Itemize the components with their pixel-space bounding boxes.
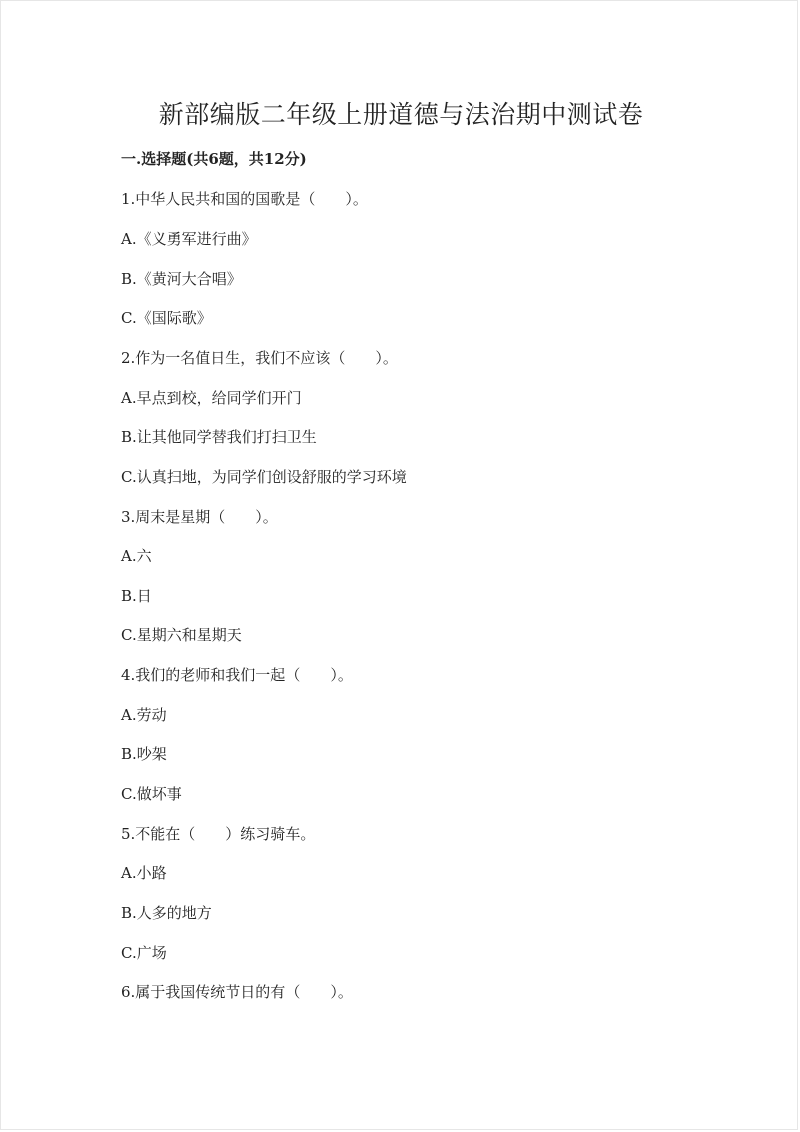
question-5-option-b: B.人多的地方	[121, 904, 212, 922]
question-2-option-a: A.早点到校，给同学们开门	[121, 389, 302, 407]
question-1-option-c: C.《国际歌》	[121, 309, 212, 327]
question-3-option-c: C.星期六和星期天	[121, 626, 242, 644]
question-4-option-b: B.吵架	[121, 745, 167, 763]
question-5-option-c: C.广场	[121, 944, 167, 962]
section-heading: 一.选择题(共6题，共12分)	[121, 150, 307, 168]
question-4-stem: 4.我们的老师和我们一起（ ）。	[121, 666, 353, 684]
question-1-option-a: A.《义勇军进行曲》	[121, 230, 257, 248]
question-6-stem: 6.属于我国传统节日的有（ ）。	[121, 983, 353, 1001]
question-4-option-a: A.劳动	[121, 706, 167, 724]
question-3-option-b: B.日	[121, 587, 152, 605]
question-5-option-a: A.小路	[121, 864, 167, 882]
question-4-option-c: C.做坏事	[121, 785, 182, 803]
question-2-option-c: C.认真扫地，为同学们创设舒服的学习环境	[121, 468, 407, 486]
question-3-stem: 3.周末是星期（ ）。	[121, 508, 278, 526]
question-2-option-b: B.让其他同学替我们打扫卫生	[121, 428, 317, 446]
question-3-option-a: A.六	[121, 547, 152, 565]
question-1-stem: 1.中华人民共和国的国歌是（ ）。	[121, 190, 368, 208]
question-2-stem: 2.作为一名值日生，我们不应该（ ）。	[121, 349, 398, 367]
document-title: 新部编版二年级上册道德与法治期中测试卷	[158, 100, 644, 129]
question-5-stem: 5.不能在（ ）练习骑车。	[121, 825, 316, 843]
question-1-option-b: B.《黄河大合唱》	[121, 270, 242, 288]
